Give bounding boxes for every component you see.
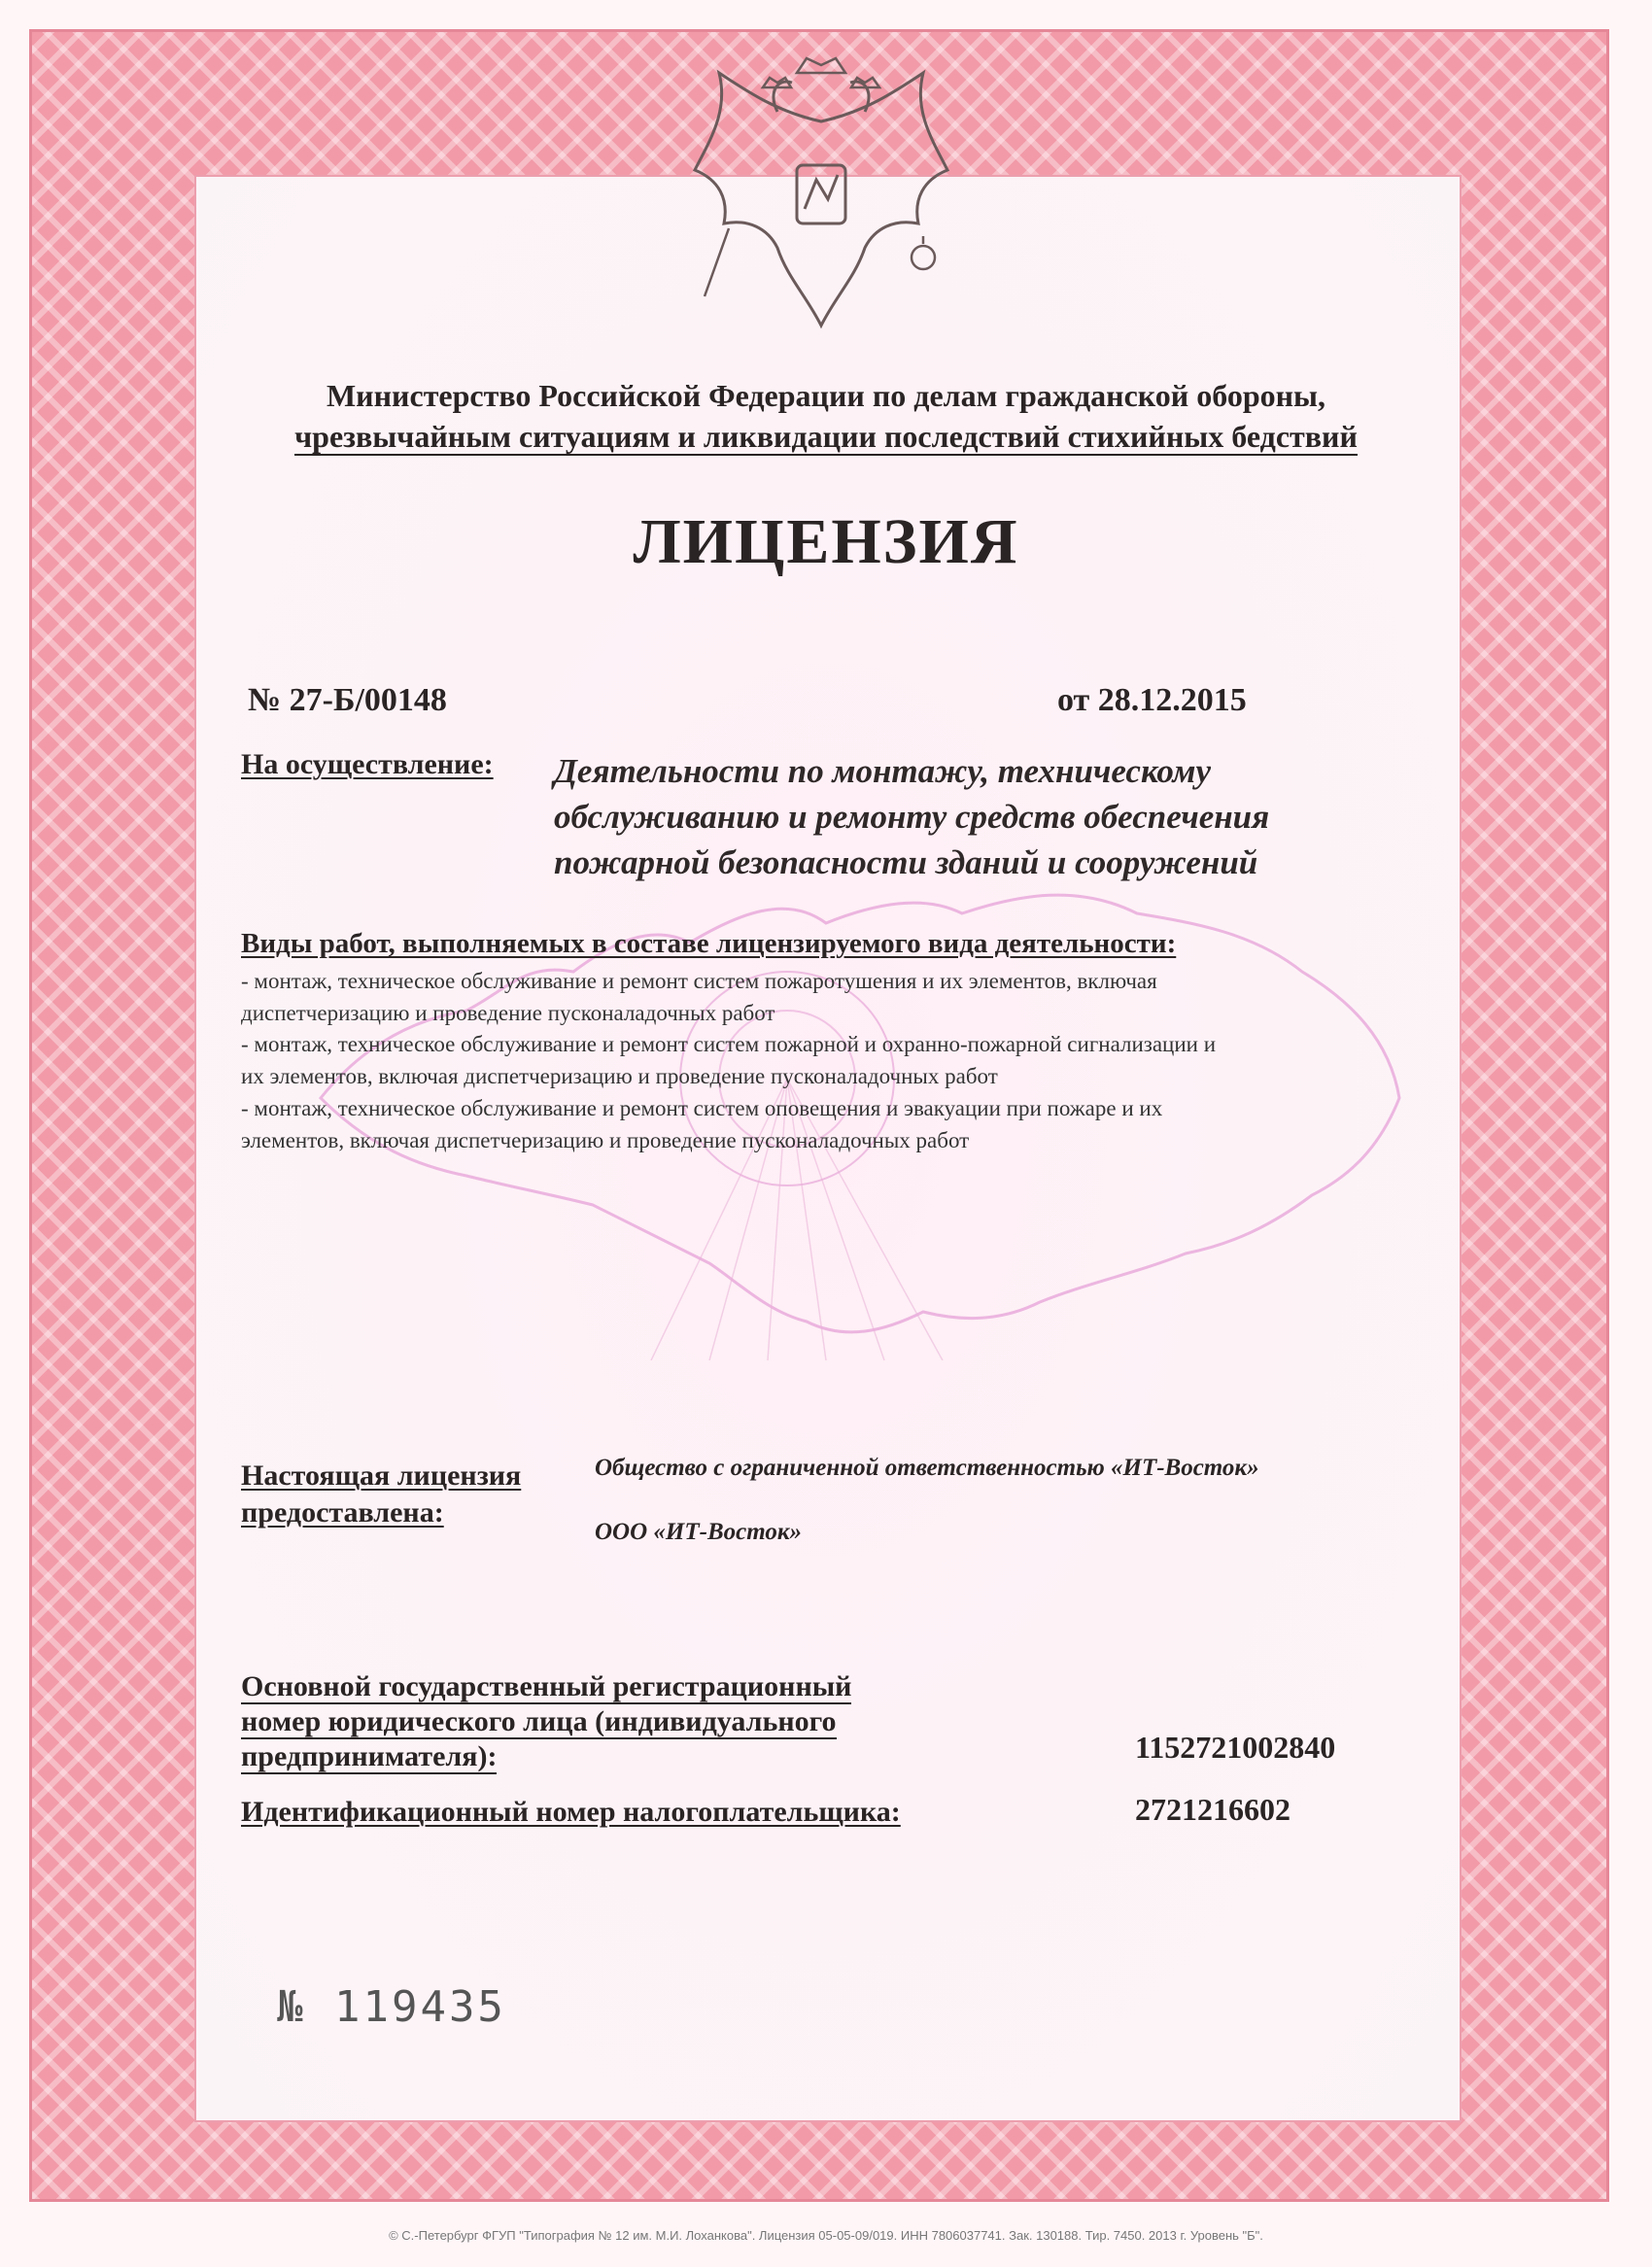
works-line: - монтаж, техническое обслуживание и ремонт систем пожарной и охранно-пожарной сигнализации и xyxy=(241,1032,1217,1056)
inn-label: Идентификационный номер налогоплательщика: xyxy=(241,1796,901,1828)
inn-value: 2721216602 xyxy=(1135,1792,1291,1827)
purpose-label: На осуществление: xyxy=(241,748,494,780)
purpose-line: Деятельности по монтажу, техническому xyxy=(554,752,1212,790)
works-heading: Виды работ, выполняемых в составе лицензируемого вида деятельности: xyxy=(241,928,1177,959)
ogrn-label xyxy=(241,1669,851,1774)
printer-imprint: © С.-Петербург ФГУП "Типография № 12 им. М.И. Лоханкова". Лицензия 05-05-09/019. ИНН 7806037741. Зак. 130188. Тир. 7450. 2013 г. Уровень "Б". xyxy=(389,2228,1263,2243)
purpose-text xyxy=(554,748,1428,885)
purpose-line: обслуживанию и ремонту средств обеспечения xyxy=(554,798,1270,836)
holder-label xyxy=(241,1458,521,1531)
document-title: ЛИЦЕНЗИЯ xyxy=(633,506,1019,577)
authority-line-2-text: чрезвычайным ситуациям и ликвидации последствий стихийных бедствий xyxy=(294,419,1358,454)
license-number: № 27-Б/00148 xyxy=(248,682,447,718)
ogrn-label-line: номер юридического лица (индивидуального xyxy=(241,1705,837,1737)
works-line: - монтаж, техническое обслуживание и ремонт систем пожаротушения и их элементов, включая xyxy=(241,969,1157,993)
coat-of-arms-icon xyxy=(661,53,981,345)
blank-serial-number: № 119435 xyxy=(277,1982,506,2032)
authority-line-1: Министерство Российской Федерации по делам гражданской обороны, xyxy=(326,378,1326,413)
works-line: элементов, включая диспетчеризацию и проведение пусконаладочных работ xyxy=(241,1128,970,1152)
works-line: их элементов, включая диспетчеризацию и проведение пусконаладочных работ xyxy=(241,1064,998,1088)
works-line: - монтаж, техническое обслуживание и ремонт систем оповещения и эвакуации при пожаре и их xyxy=(241,1096,1163,1120)
ogrn-label-line: предпринимателя): xyxy=(241,1740,498,1772)
purpose-line: пожарной безопасности зданий и сооружений xyxy=(554,843,1258,881)
ogrn-value: 1152721002840 xyxy=(1135,1730,1336,1765)
holder-short-name: ООО «ИТ-Восток» xyxy=(595,1519,803,1545)
ogrn-label-line: Основной государственный регистрационный xyxy=(241,1670,852,1702)
holder-label-line-1: Настоящая лицензия xyxy=(241,1460,522,1492)
works-line: диспетчеризацию и проведение пусконаладочных работ xyxy=(241,1001,775,1025)
license-date: от 28.12.2015 xyxy=(1057,682,1247,718)
authority-line-2 xyxy=(243,417,1409,456)
holder-label-line-2: предоставлена: xyxy=(241,1496,444,1529)
holder-full-name: Общество с ограниченной ответственностью «ИТ-Восток» xyxy=(595,1455,1259,1481)
